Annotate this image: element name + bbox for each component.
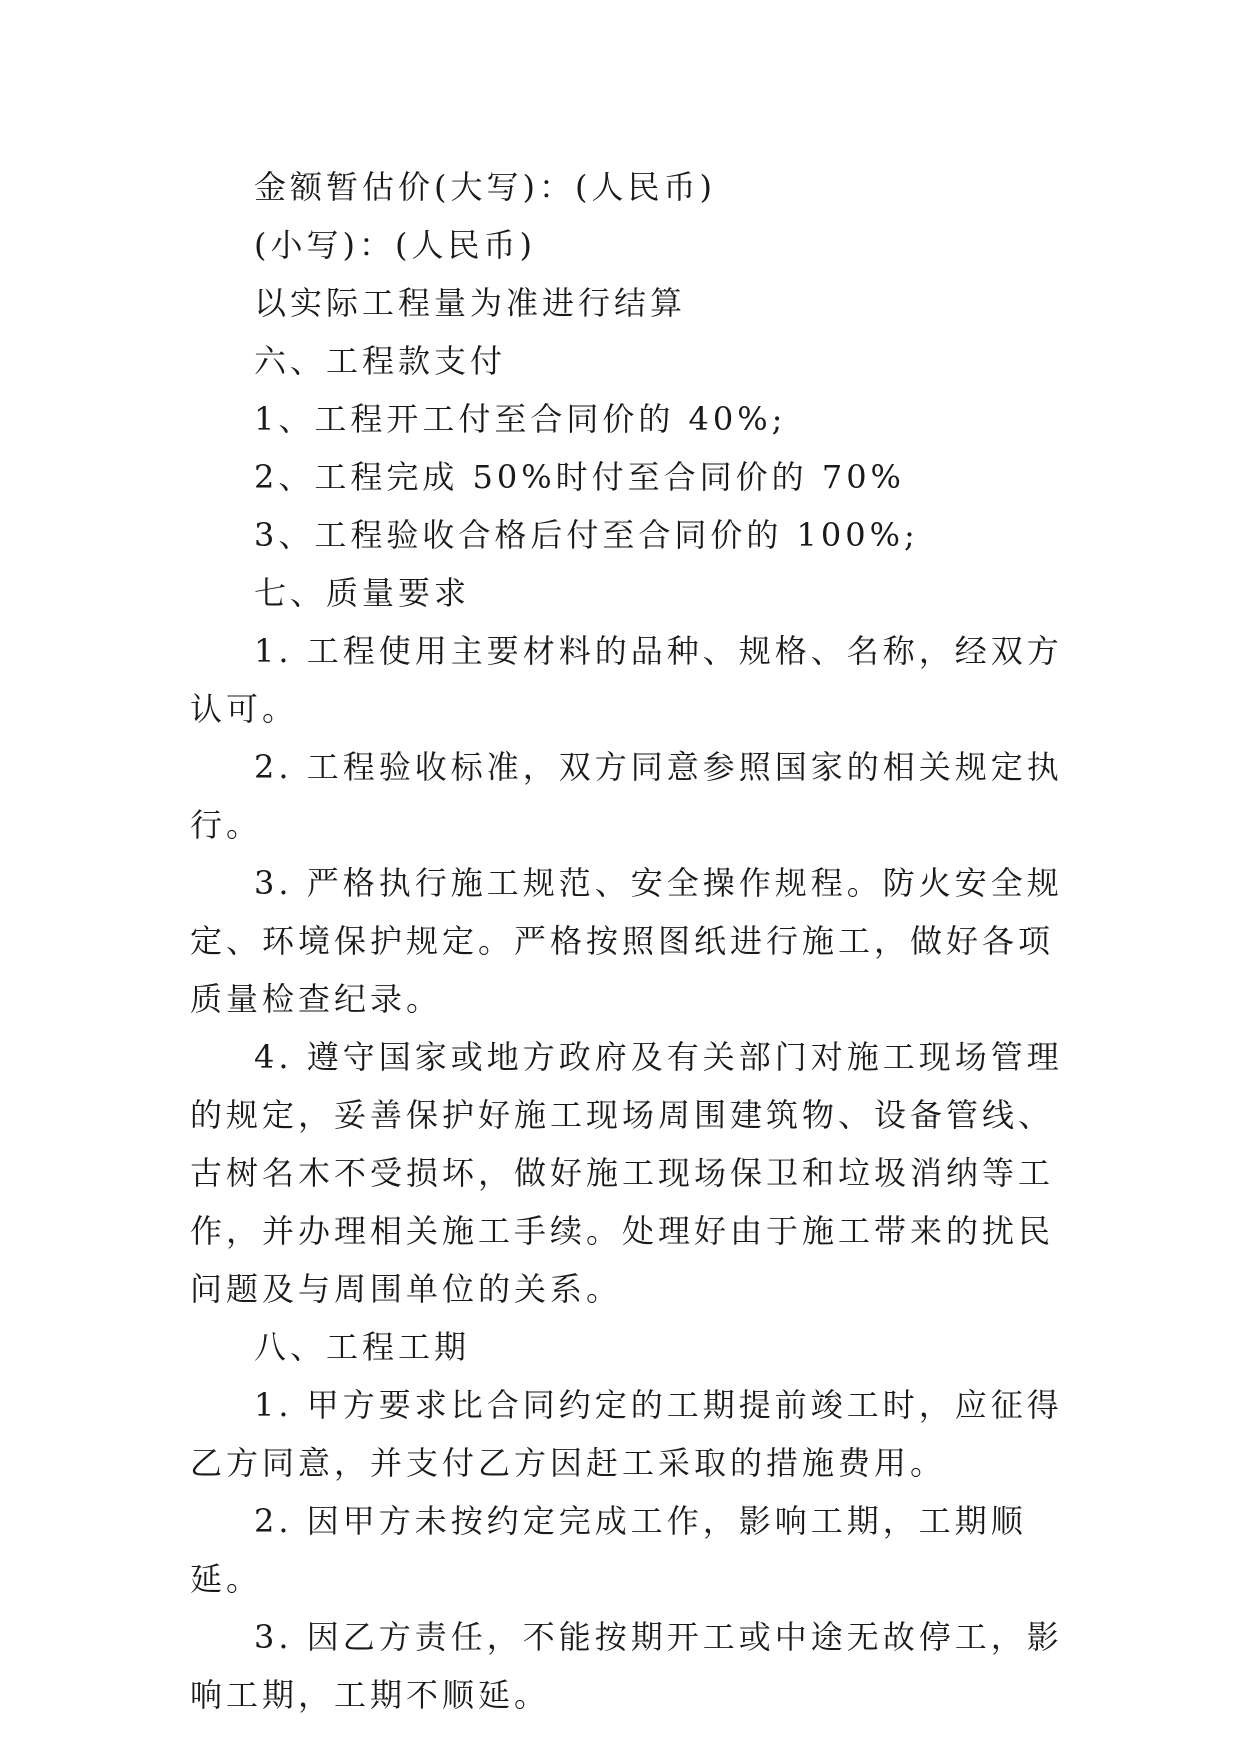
paragraph-amount-lowercase: (小写)：(人民币) — [254, 226, 536, 264]
document-body — [190, 158, 1070, 1724]
quality-item-1: 1. 工程使用主要材料的品种、规格、名称，经双方认可。 — [190, 632, 1063, 728]
paragraph-amount-capital: 金额暂估价(大写)：(人民币) — [254, 168, 716, 206]
schedule-item-1: 1. 甲方要求比合同约定的工期提前竣工时，应征得乙方同意，并支付乙方因赶工采取的措施费用。 — [190, 1386, 1063, 1482]
paragraph-settlement-basis: 以实际工程量为准进行结算 — [254, 284, 687, 322]
payment-item-2: 2、工程完成 50%时付至合同价的 70% — [254, 458, 905, 496]
section-heading-schedule: 八、工程工期 — [254, 1328, 471, 1366]
quality-item-4: 4. 遵守国家或地方政府及有关部门对施工现场管理的规定，妥善保护好施工现场周围建筑物、设备管线、古树名木不受损坏，做好施工现场保卫和垃圾消纳等工作，并办理相关施工手续。处理好由于施工带来的扰民问题及与周围单位的关系。 — [190, 1038, 1063, 1308]
payment-item-3: 3、工程验收合格后付至合同价的 100%; — [254, 516, 919, 554]
section-heading-payment: 六、工程款支付 — [254, 342, 507, 380]
payment-item-1: 1、工程开工付至合同价的 40%; — [254, 400, 787, 438]
section-heading-quality: 七、质量要求 — [254, 574, 471, 612]
quality-item-3: 3. 严格执行施工规范、安全操作规程。防火安全规定、环境保护规定。严格按照图纸进行施工，做好各项质量检查纪录。 — [190, 864, 1063, 1018]
schedule-item-2: 2. 因甲方未按约定完成工作，影响工期，工期顺延。 — [190, 1502, 1027, 1598]
quality-item-2: 2. 工程验收标准，双方同意参照国家的相关规定执行。 — [190, 748, 1063, 844]
schedule-item-3: 3. 因乙方责任，不能按期开工或中途无故停工，影响工期，工期不顺延。 — [190, 1618, 1063, 1714]
